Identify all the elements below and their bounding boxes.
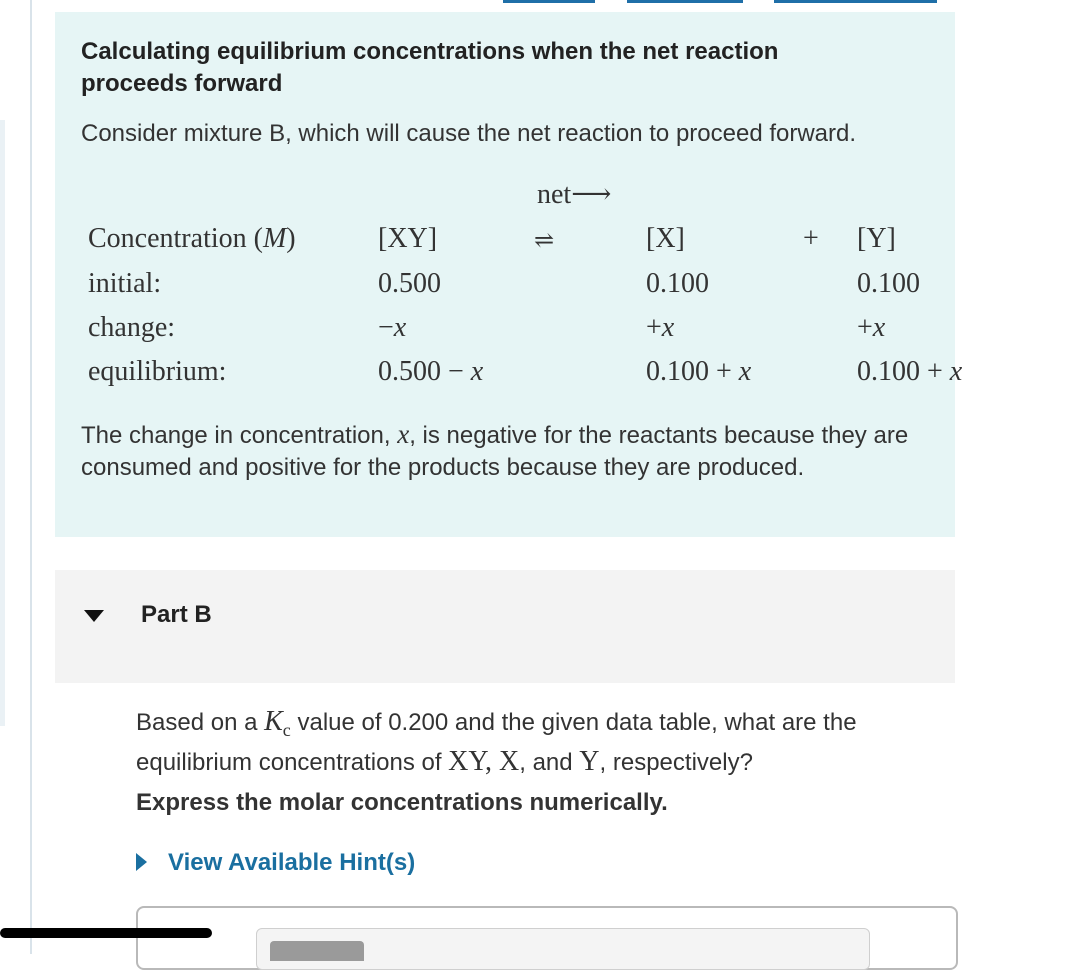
left-divider xyxy=(30,0,32,954)
net-label: net xyxy=(537,179,572,210)
header-product-x: [X] xyxy=(646,223,685,254)
tab-indicator-2[interactable] xyxy=(627,0,743,3)
table-header-label: Concentration (M) xyxy=(88,223,296,254)
tab-indicator-1[interactable] xyxy=(503,0,595,3)
change-product-y: +x xyxy=(857,312,886,343)
equilibrium-arrow-icon: ⇌ xyxy=(534,228,555,254)
view-hints-link[interactable]: View Available Hint(s) xyxy=(168,849,416,876)
net-arrow-icon: ⟶ xyxy=(571,179,612,210)
template-button[interactable] xyxy=(270,941,364,961)
tab-indicator-3[interactable] xyxy=(774,0,937,3)
header-reactant: [XY] xyxy=(378,223,438,254)
part-label[interactable]: Part B xyxy=(141,601,212,628)
molarity-symbol: M xyxy=(262,223,287,254)
change-reactant: −x xyxy=(378,312,407,343)
question-text: Based on a $K_c$ value of 0.200 and the given data table, what are the equilibrium concentrations of XY, X, and Y, respectively? xyxy=(136,706,857,777)
equilibrium-reactant: 0.500 − x xyxy=(378,356,484,387)
plus-sign: + xyxy=(803,223,819,254)
row-change-label: change: xyxy=(88,312,176,343)
net-forward-label xyxy=(537,180,611,210)
triangle-down-icon[interactable] xyxy=(84,610,104,622)
left-panel-edge xyxy=(0,120,5,726)
header-product-y: [Y] xyxy=(857,223,896,254)
info-intro: Consider mixture B, which will cause the net reaction to proceed forward. xyxy=(81,120,857,147)
change-product-x: +x xyxy=(646,312,675,343)
info-title: Calculating equilibrium concentrations when the net reaction proceeds forward xyxy=(81,38,779,97)
row-initial-label: initial: xyxy=(88,268,162,299)
equilibrium-product-x: 0.100 + x xyxy=(646,356,752,387)
initial-product-x: 0.100 xyxy=(646,268,709,299)
row-equilibrium-label: equilibrium: xyxy=(88,356,227,387)
initial-reactant: 0.500 xyxy=(378,268,441,299)
initial-product-y: 0.100 xyxy=(857,268,920,299)
triangle-right-icon[interactable] xyxy=(136,853,147,871)
horizontal-scrollbar[interactable] xyxy=(0,928,212,938)
explanation-note: The change in concentration, x, is negative for the reactants because they are consumed and positive for the products because they are produced. xyxy=(81,419,909,481)
equilibrium-product-y: 0.100 + x xyxy=(857,356,963,387)
instruction-text: Express the molar concentrations numerically. xyxy=(136,789,668,816)
